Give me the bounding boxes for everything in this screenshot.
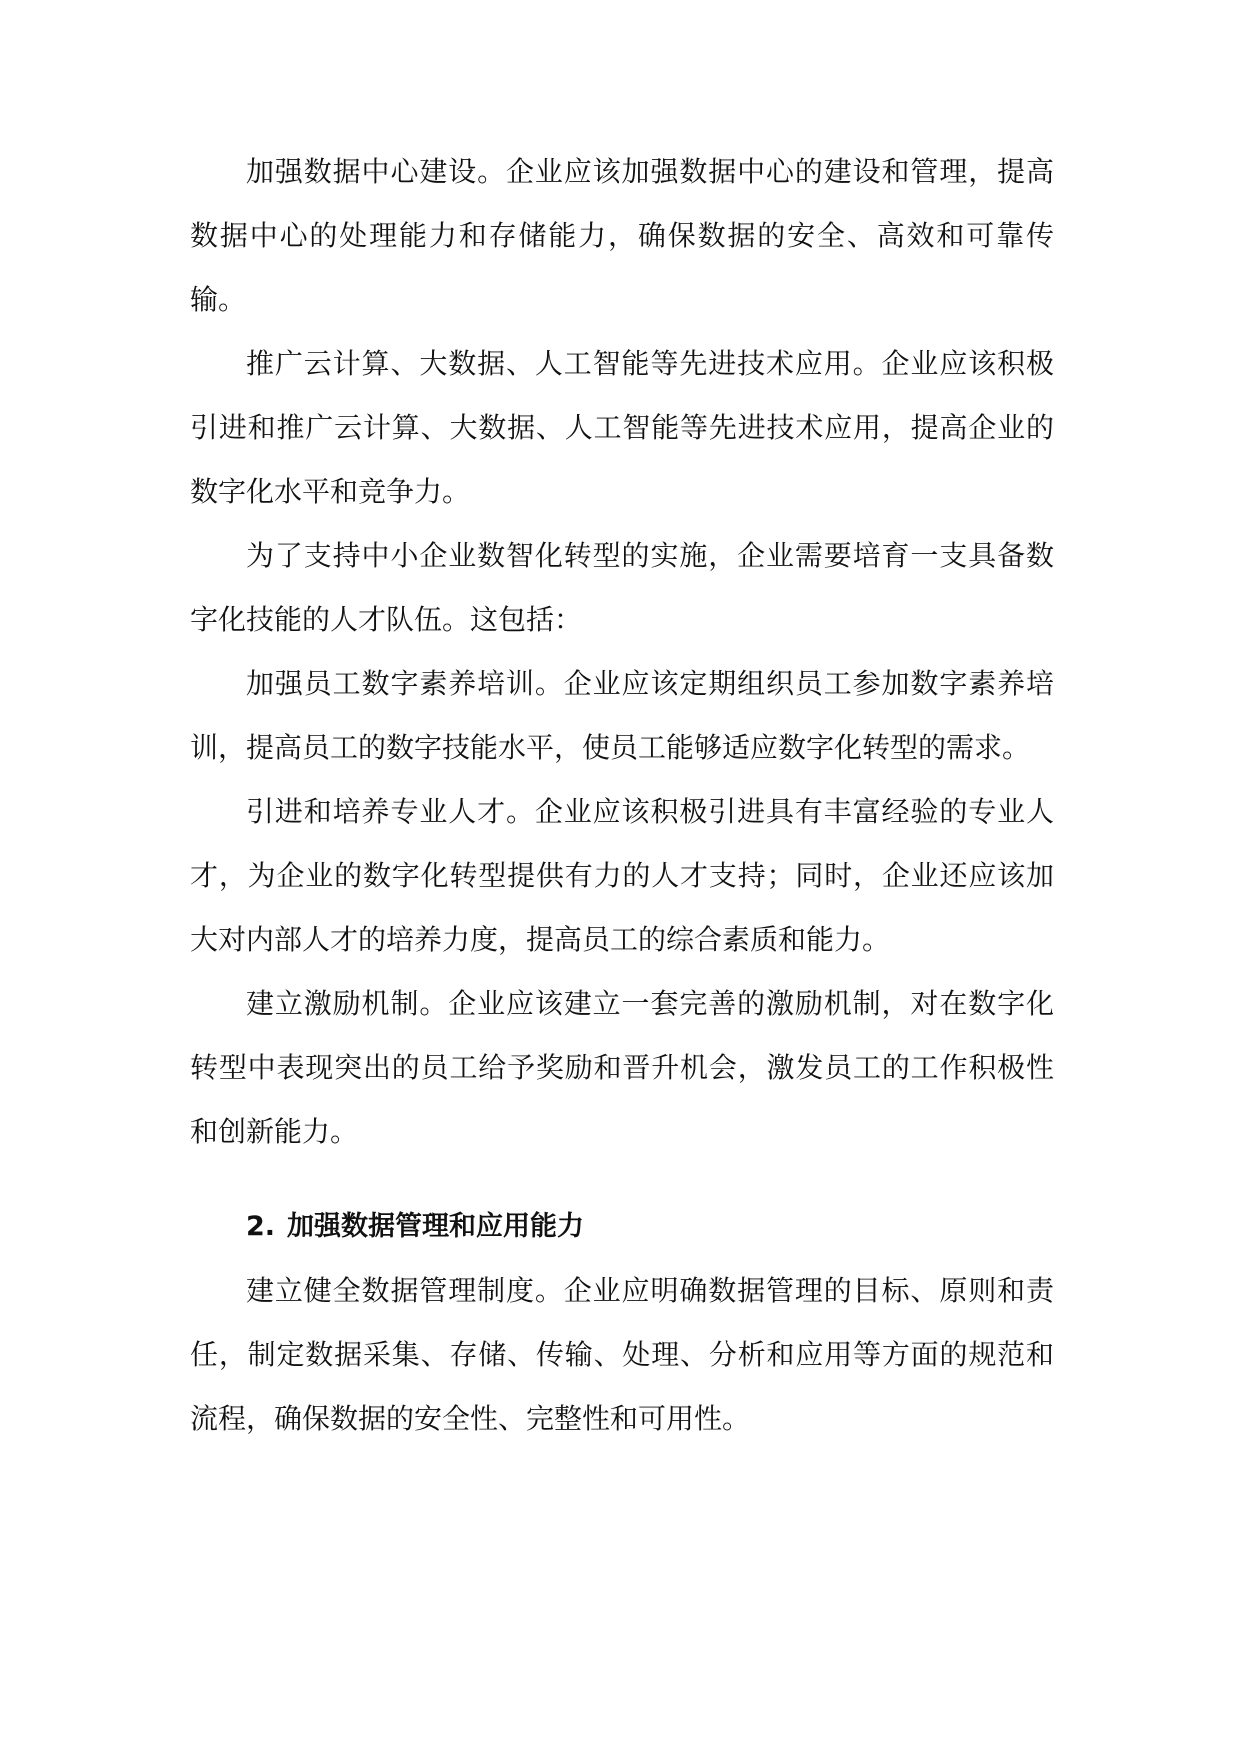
paragraph-professional-talent: 引进和培养专业人才。企业应该积极引进具有丰富经验的专业人才，为企业的数字化转型提供有力的人才支持；同时，企业还应该加大对内部人才的培养力度，提高员工的综合素质和能力。 [190,795,1054,956]
paragraph-data-management: 建立健全数据管理制度。企业应明确数据管理的目标、原则和责任，制定数据采集、存储、传输、处理、分析和应用等方面的规范和流程，确保数据的安全性、完整性和可用性。 [190,1274,1054,1435]
paragraph-talent-intro: 为了支持中小企业数智化转型的实施，企业需要培育一支具备数字化技能的人才队伍。这包括： [190,539,1054,636]
paragraph-digital-literacy: 加强员工数字素养培训。企业应该定期组织员工参加数字素养培训，提高员工的数字技能水平，使员工能够适应数字化转型的需求。 [190,667,1054,764]
section-heading [190,1195,1054,1259]
document-body [190,140,1054,1451]
paragraph-data-center: 加强数据中心建设。企业应该加强数据中心的建设和管理，提高数据中心的处理能力和存储能力，确保数据的安全、高效和可靠传输。 [190,155,1054,316]
paragraph-advanced-tech: 推广云计算、大数据、人工智能等先进技术应用。企业应该积极引进和推广云计算、大数据、人工智能等先进技术应用，提高企业的数字化水平和竞争力。 [190,347,1054,508]
section-title: 加强数据管理和应用能力 [287,1211,585,1242]
section-number: 2. [246,1211,276,1242]
paragraph-incentive: 建立激励机制。企业应该建立一套完善的激励机制，对在数字化转型中表现突出的员工给予奖励和晋升机会，激发员工的工作积极性和创新能力。 [190,987,1054,1148]
